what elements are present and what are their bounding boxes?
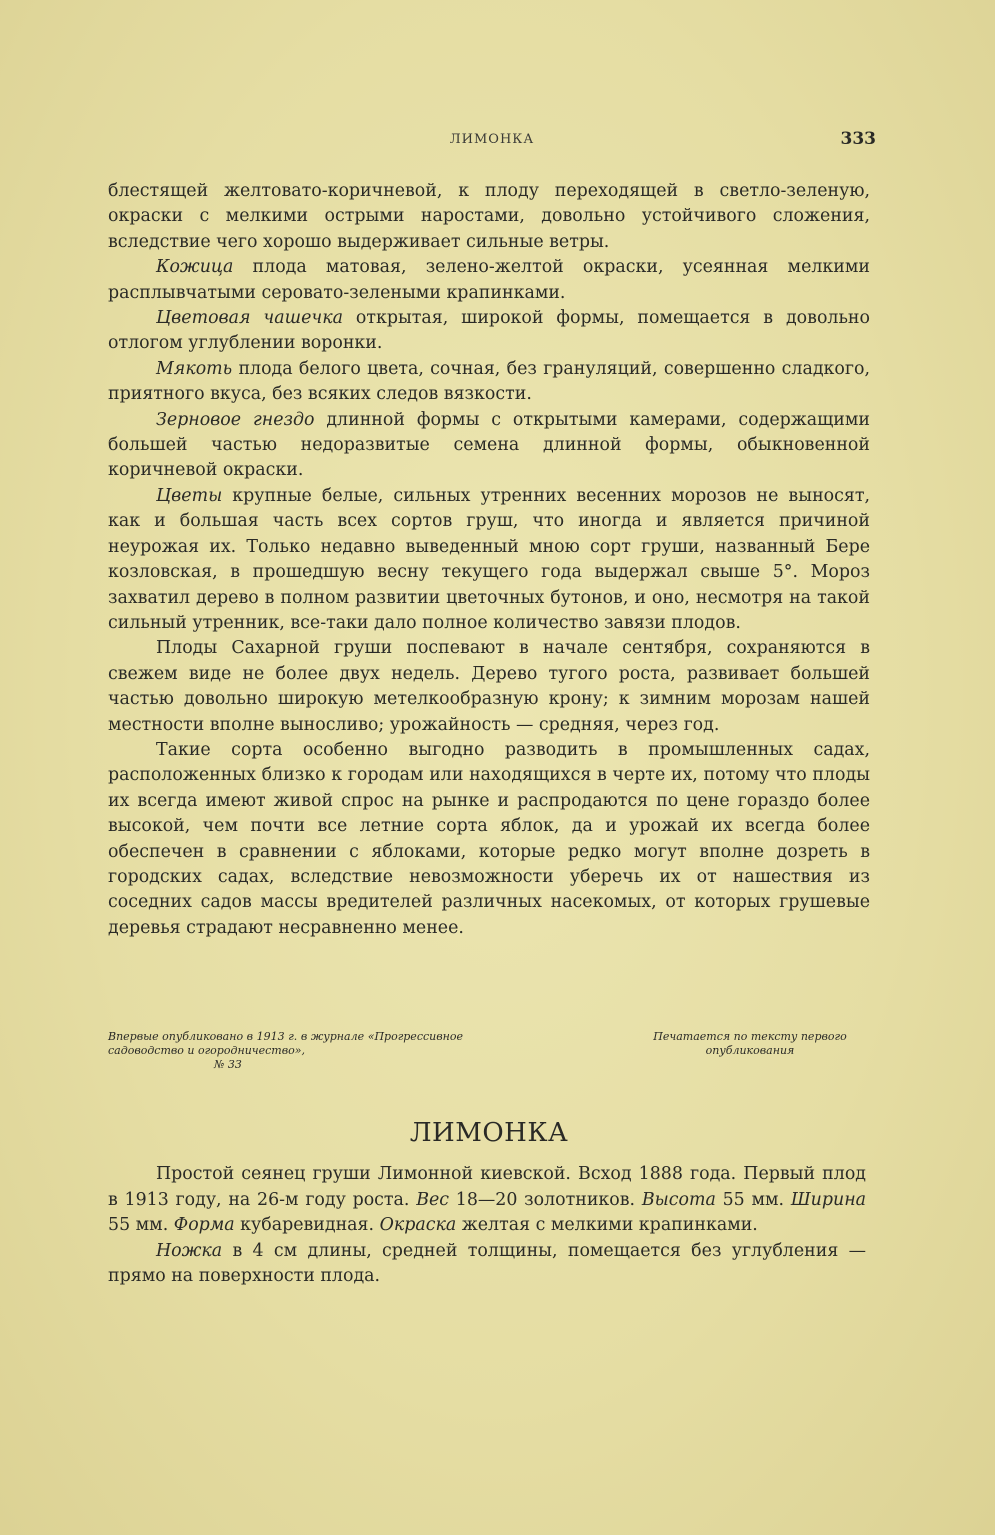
term: Мякоть xyxy=(156,358,233,379)
running-title: ЛИМОНКА xyxy=(449,132,535,147)
term: Ширина xyxy=(790,1189,867,1210)
print-note: Печатается по тексту первого опубликования xyxy=(653,1030,847,1057)
paragraph: Плоды Сахарной груши поспевают в начале сентября, сохраняются в свежем виде не более двух недель. Дерево тугого роста, развивает большей частью довольно широкую метелкообразную крону; к зимним морозам нашей местности вполне выносливо; урожайность — средняя, через год. xyxy=(108,638,870,735)
publication-notes xyxy=(108,1030,870,1080)
section-text xyxy=(108,1162,866,1290)
term: Вес xyxy=(416,1189,450,1210)
term: Окраска xyxy=(379,1215,457,1236)
paragraph: Простой сеянец груши Лимонной киевской. Всход 1888 года. Первый плод в 1913 году, на 26-м году роста. Вес 18—20 золотников. Высота 55 мм. Ширина 55 мм. Форма кубаревидная. Окраска желтая с мелкими крапинками. xyxy=(108,1164,867,1236)
term: Зерновое гнездо xyxy=(156,409,315,430)
source-note: Впервые опубликовано в 1913 г. в журнале «Прогрессивное садоводство и огородничество», № 33 xyxy=(108,1030,463,1071)
paragraph: Такие сорта особенно выгодно разводить в промышленных садах, расположенных близко к городам или находящихся в черте их, потому что плоды их всегда имеют живой спрос на рынке и распродаются по цене гораздо более высокой, чем почти все летние сорта яблок, да и урожай их всегда более обеспечен в сравнении с яблоками, которые редко могут вполне дозреть в городских садах, вследствие невозможности уберечь их от нашествия из соседних садов массы вредителей различных насекомых, от которых грушевые деревья страдают несравненно менее. xyxy=(108,739,870,938)
section-title: ЛИМОНКА xyxy=(409,1118,569,1148)
paragraph: Зерновое гнездо длинной формы с открытыми камерами, содержащими большей частью недоразвитые семена длинной формы, обыкновенной коричневой окраски. xyxy=(108,409,870,481)
paragraph: Кожица плода матовая, зелено-желтой окраски, усеянная мелкими расплывчатыми серовато-зелеными крапинками. xyxy=(108,257,870,303)
term: Цветовая чашечка xyxy=(156,308,343,329)
paragraph: Цветовая чашечка открытая, широкой формы, помещается в довольно отлогом углублении воронки. xyxy=(108,308,870,354)
page-header xyxy=(108,129,876,154)
term: Форма xyxy=(173,1215,235,1236)
paragraph: Цветы крупные белые, сильных утренних весенних морозов не выносят, как и большая часть всех сортов груш, что иногда и является причиной неурожая их. Только недавно выведенный мною сорт груши, названный Бере козловская, в прошедшую весну текущего года выдержал свыше 5°. Мороз захватил дерево в полном развитии цветочных бутонов, и оно, несмотря на такой сильный утренник, все-таки дало полное количество завязи плодов. xyxy=(108,485,870,633)
term: Высота xyxy=(641,1189,716,1210)
paragraph: блестящей желтовато-коричневой, к плоду переходящей в светло-зеленую, окраски с мелкими острыми наростами, довольно устойчивого сложения, вследствие чего хорошо выдерживает сильные ветры. xyxy=(108,181,870,252)
main-text xyxy=(108,179,870,941)
page-number: 333 xyxy=(840,129,876,149)
term: Кожица xyxy=(156,257,234,278)
term: Цветы xyxy=(156,485,223,506)
paragraph: Ножка в 4 см длины, средней толщины, помещается без углубления — прямо на поверхности плода. xyxy=(108,1240,866,1287)
paragraph: Мякоть плода белого цвета, сочная, без грануляций, совершенно сладкого, приятного вкуса, без всяких следов вязкости. xyxy=(108,358,870,405)
term: Ножка xyxy=(156,1240,223,1261)
